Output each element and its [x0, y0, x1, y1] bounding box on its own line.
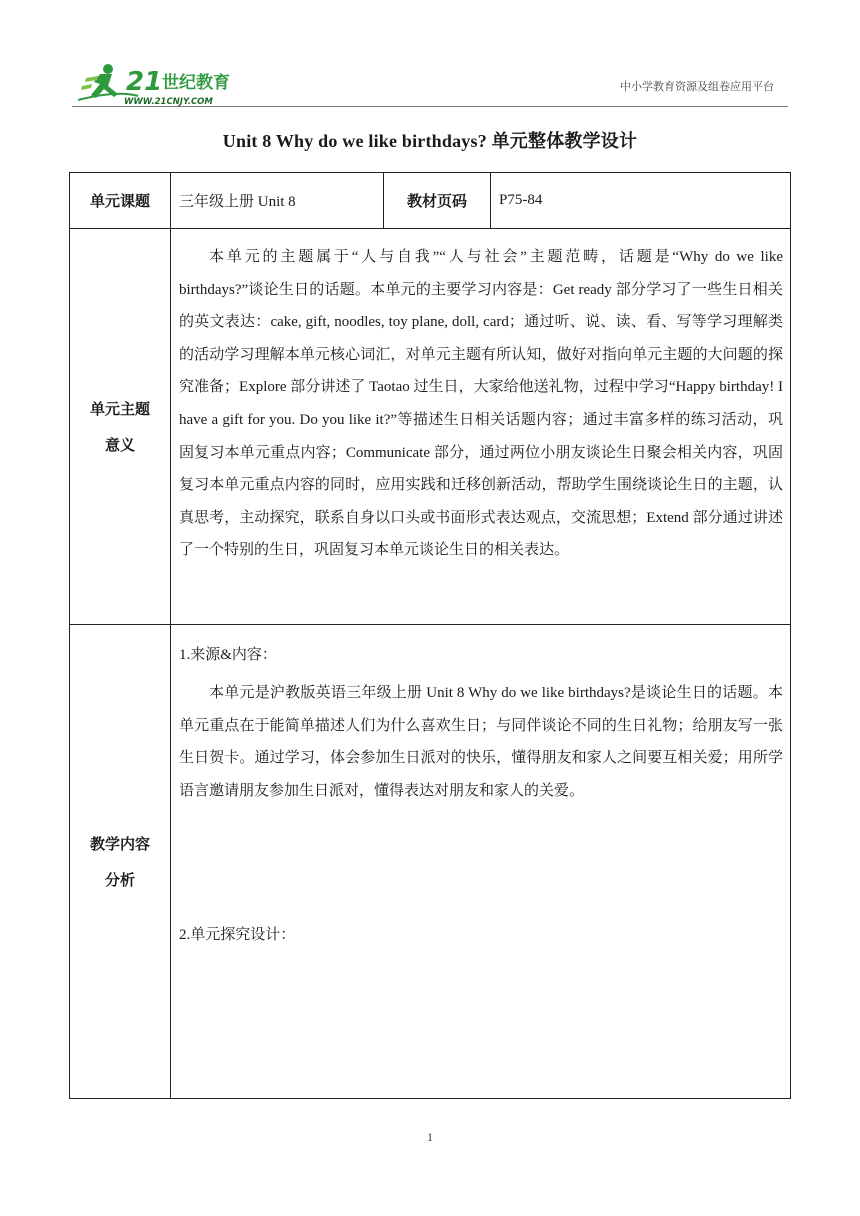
- unit-topic-label: 单元课题: [70, 173, 171, 229]
- content-analysis-label-line2: 分析: [104, 870, 135, 889]
- source-content-heading: 1.来源&内容：: [179, 647, 277, 663]
- textbook-pages-label: 教材页码: [384, 173, 491, 229]
- table-row: [70, 173, 791, 229]
- platform-name: 中小学教育资源及组卷应用平台: [620, 80, 774, 93]
- unit-design-table: [69, 172, 791, 1099]
- source-content-paragraph: 本单元是沪教版英语三年级上册 Unit 8 Why do we like birthdays?是谈论生日的话题。本单元重点在于能简单描述人们为什么喜欢生日；与同伴谈论不同的生日礼物；给朋友写一张生日贺卡。通过学习，体会参加生日派对的快乐，懂得朋友和家人之间要互相关爱；用所学语言邀请朋友参加生日派对，懂得表达对朋友和家人的关爱。: [179, 685, 783, 799]
- unit-topic-value: 三年级上册 Unit 8: [171, 173, 384, 229]
- logo: [78, 60, 248, 108]
- content-analysis-label: [70, 625, 171, 1099]
- content-analysis-content: [171, 625, 791, 1099]
- textbook-pages-value: P75-84: [491, 173, 791, 229]
- table-row: [70, 625, 791, 1099]
- inquiry-design-heading: 2.单元探究设计：: [179, 927, 296, 944]
- unit-theme-label: [70, 229, 171, 625]
- unit-theme-content: [171, 229, 791, 625]
- unit-theme-paragraph: 本单元的主题属于“人与自我”“人与社会”主题范畴，话题是“Why do we like birthdays?”谈论生日的话题。本单元的主要学习内容是：Get ready 部分学习了一些生日相关的英文表达：cake, gift, noodles, toy plane, doll, card；通过听、说、读、看、写等学习理解类的活动学习理解本单元核心词汇，对单元主题有所认知，做好对指向单元主题的大问题的探究准备；Explore 部分讲述了 Taotao 过生日，大家给他送礼物，过程中学习“Happy birthday! I have a gift for you. Do you like it?”等描述生日相关话题内容；通过丰富多样的练习活动，巩固复习本单元重点内容；Communicate 部分，通过两位小朋友谈论生日聚会相关内容，巩固复习本单元重点内容的同时，应用实践和迁移创新活动，帮助学生围绕谈论生日的主题，认真思考，主动探究，联系自身以口头或书面形式表达观点，交流思想；Extend 部分通过讲述了一个特别的生日，巩固复习本单元谈论生日的相关表达。: [179, 249, 783, 559]
- document-title: Unit 8 Why do we like birthdays? 单元整体教学设计: [222, 131, 638, 151]
- unit-theme-label-line2: 意义: [104, 435, 135, 454]
- table-row: [70, 229, 791, 625]
- svg-text:世纪教育: 世纪教育: [162, 73, 230, 93]
- unit-theme-label-line1: 单元主题: [89, 399, 150, 418]
- svg-text:WWW.21CNJY.COM: WWW.21CNJY.COM: [124, 97, 213, 107]
- page-number: 1: [427, 1130, 433, 1144]
- runner-logo-icon: [78, 60, 248, 108]
- svg-text:21: 21: [126, 67, 163, 97]
- header-divider: [72, 106, 788, 107]
- page-header: [0, 0, 860, 112]
- content-analysis-label-line1: 教学内容: [89, 834, 150, 853]
